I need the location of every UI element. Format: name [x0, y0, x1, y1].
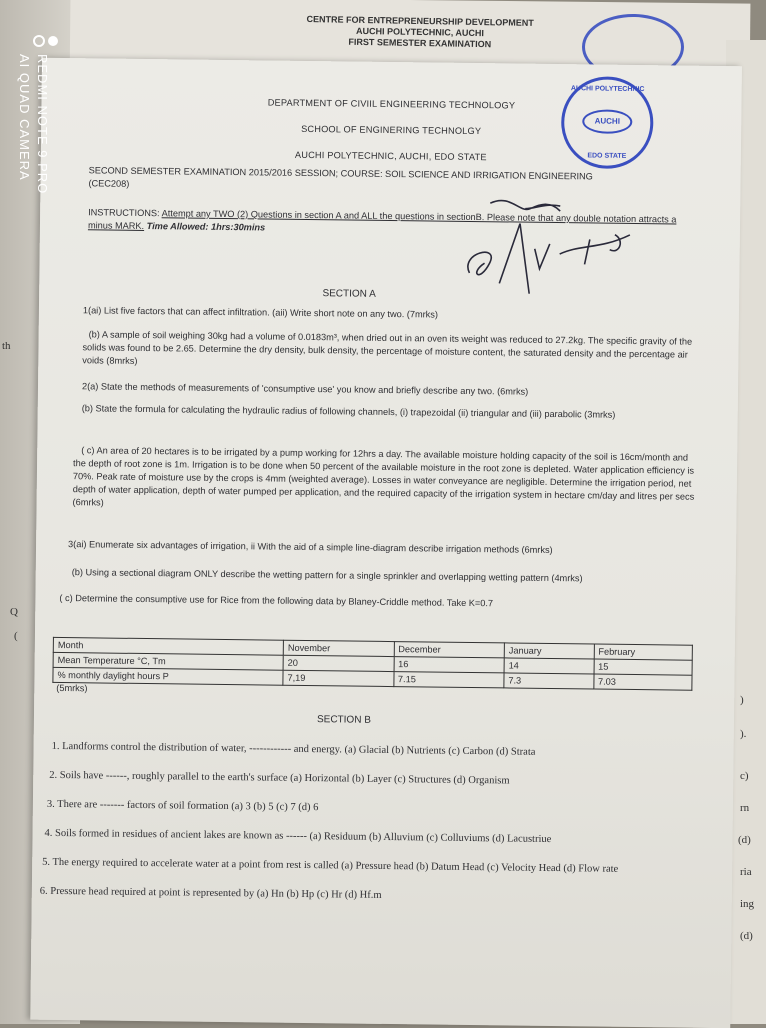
back-sheet-header [280, 14, 561, 52]
table-cell: December [394, 642, 505, 658]
exam-title [88, 164, 648, 197]
stamp-center-text: AUCHI [582, 109, 632, 134]
back-sheet-line2: AUCHI POLYTECHNIC, AUCHI [356, 25, 485, 39]
watermark-logo-icon [33, 34, 63, 48]
mcq-1: 1. Landforms control the distribution of water, ------------ and energy. (a) Glacial (b) Nutrients (c) Carbon (d) Strata [51, 740, 536, 758]
edge-mark-right3: c) [740, 770, 749, 782]
dept-line: DEPARTMENT OF CIVIIL ENGINEERING TECHNOLOGY [267, 97, 516, 111]
edge-mark-right8: (d) [740, 930, 753, 942]
exam-line: SECOND SEMESTER EXAMINATION 2015/2016 SESSION; COURSE: SOIL SCIENCE AND IRRIGATION ENGINEERING [88, 165, 593, 182]
mcq-5: 5. The energy required to accelerate water at a point from rest is called (a) Pressure head (b) Datum Head (c) Velocity Head (d) Flow rate [42, 856, 619, 875]
table-marks: (5mrks) [56, 682, 88, 694]
question-2a: 2(a) State the methods of measurements of 'consumptive use' you know and briefly describe any two. (6mrks) [81, 381, 529, 397]
question-3a: 3(ai) Enumerate six advantages of irrigation, ii With the aid of a simple line-diagram describe irrigation methods (6mrks) [68, 539, 553, 555]
table-cell: Month [53, 637, 283, 655]
edge-mark-left1: th [2, 340, 11, 352]
edge-mark-right6: ria [740, 866, 752, 878]
stamp-bottom-text: EDO STATE [587, 152, 627, 160]
course-code: (CEC208) [88, 178, 130, 189]
data-table [52, 637, 693, 691]
table-cell: 20 [283, 655, 394, 671]
mcq-3: 3. There are ------- factors of soil formation (a) 3 (b) 5 (c) 7 (d) 6 [46, 798, 319, 814]
watermark-line2: AI QUAD CAMERA [17, 54, 32, 181]
table-cell: 15 [594, 659, 693, 675]
question-3b: (b) Using a sectional diagram ONLY describe the wetting pattern for a single sprinkler and overlapping wetting pattern (4mrks) [71, 567, 583, 584]
edge-mark-left2: Q [10, 606, 18, 618]
table-cell: Mean Temperature °C, Tm [53, 652, 283, 670]
official-stamp [561, 76, 654, 169]
table-cell: % monthly daylight hours P [53, 667, 283, 685]
back-sheet-line1: CENTRE FOR ENTREPRENEURSHIP DEVELOPMENT [306, 14, 534, 28]
poly-line: AUCHI POLYTECHNIC, AUCHI, EDO STATE [294, 149, 487, 163]
watermark-line1: REDMI NOTE 9 PRO [35, 54, 50, 195]
edge-mark-right2: ). [740, 728, 747, 740]
question-2b: (b) State the formula for calculating the hydraulic radius of following channels, (i) trapezoidal (ii) triangular and (iii) parabolic (3mrks) [81, 403, 616, 420]
table-cell: 7.03 [593, 674, 692, 690]
table-cell: 14 [504, 658, 594, 674]
edge-mark-left3: ( [14, 630, 18, 642]
time-allowed: Time Allowed: 1hrs:30mins [146, 221, 266, 233]
instructions-text: Attempt any TWO (2) Questions in section A and ALL the questions in sectionB. Please note that any double notation attracts a minus MARK. [87, 208, 677, 231]
table-cell: November [283, 640, 394, 656]
school-line: SCHOOL OF ENGINERING TECHNOLGY [301, 123, 482, 137]
section-a-title: SECTION A [322, 288, 376, 300]
exam-paper [30, 58, 742, 1028]
question-2c: ( c) An area of 20 hectares is to be irrigated by a pump working for 12hrs a day. The available moisture holding capacity of the soil is 16cm/month and the depth of root zone is 1m. Irrigation is to be done when 50 percent of the available moisture in the root zone is depleted. Water application efficiency is 70%. Peak rate of moisture use by the crops is 4mm (weighted average). Losses in water conveyance are negligible. Determine the irrigation period, net depth of water application, depth of water pumped per application, and the required capacity of the irrigation system in hectare cm/day and litres per secs (6mrks) [72, 445, 695, 508]
mcq-2: 2. Soils have ------, roughly parallel to the earth's surface (a) Horizontal (b) Layer (c) Structures (d) Organism [49, 769, 510, 787]
mcq-6: 6. Pressure head required at point is represented by (a) Hn (b) Hp (c) Hr (d) Hf.m [39, 885, 382, 901]
edge-mark-right7: ing [740, 898, 755, 910]
table-cell: 7.3 [504, 673, 594, 689]
stamp-top-text: AUCHI POLYTECHNIC [570, 85, 645, 94]
question-1a: 1(ai) List five factors that can affect infiltration. (aii) Write short note on any two. (7mrks) [82, 305, 439, 320]
instructions-label: INSTRUCTIONS: [88, 207, 160, 219]
edge-mark-right4: rn [740, 802, 750, 814]
table-cell: 7,19 [283, 670, 394, 686]
table-cell: 16 [394, 657, 505, 673]
table-cell: January [504, 643, 594, 659]
question-3c: ( c) Determine the consumptive use for Rice from the following data by Blaney-Criddle method. Take K=0.7 [59, 592, 494, 609]
edge-mark-right1: ) [740, 694, 744, 706]
table-cell: 7.15 [393, 672, 504, 688]
mcq-4: 4. Soils formed in residues of ancient lakes are known as ------ (a) Residuum (b) Alluvium (c) Colluviums (d) Lacustriue [44, 827, 552, 846]
edge-mark-right5: (d) [738, 834, 751, 846]
section-b-title: SECTION B [316, 714, 371, 726]
back-sheet-line3: FIRST SEMESTER EXAMINATION [348, 36, 492, 50]
question-1b: (b) A sample of soil weighing 30kg had a volume of 0.0183m³, when dried out in an oven its weight was reduced to 27.2kg. The specific gravity of the solids was found to be 2.65. Determine the dry density, bulk density, the percentage of moisture content, the saturated density and the percentage air voids (8mrks) [82, 329, 693, 366]
table-cell: February [594, 644, 693, 660]
